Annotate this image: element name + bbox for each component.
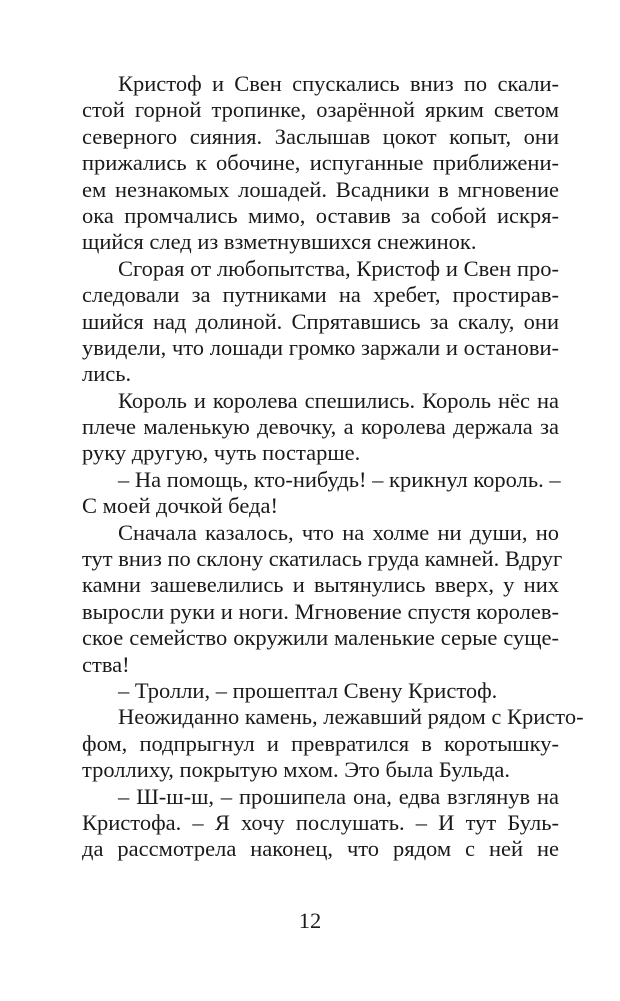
text-line: камни зашевелились и вытянулись вверх, у них: [82, 572, 559, 598]
text-line: плече маленькую девочку, а королева держала за: [82, 414, 559, 440]
text-line: ское семейство окружили маленькие серые суще-: [82, 625, 559, 651]
paragraph: [82, 678, 559, 704]
text-line: Кристоф и Свен спускались вниз по скали-: [118, 71, 559, 96]
text-line: – Ш-ш-ш, – прошипела она, едва взглянув на: [118, 783, 559, 809]
paragraph: [82, 256, 559, 388]
text-line: шийся над долиной. Спрятавшись за скалу, они: [82, 308, 559, 334]
text-line: ем незнакомых лошадей. Всадники в мгновение: [82, 176, 559, 202]
text-line: ока промчались мимо, оставив за собой искря-: [82, 202, 559, 228]
text-line: Неожиданно камень, лежавший рядом с Кристо-: [118, 704, 584, 730]
text-line: ства!: [82, 651, 130, 677]
text-line: троллиху, покрытую мхом. Это была Бульда.: [82, 757, 511, 783]
paragraph: [82, 519, 563, 678]
text-line: – Тролли, – прошептал Свену Кристоф.: [118, 677, 498, 703]
text-line: Король и королева спешились. Король нёс на: [118, 387, 559, 413]
text-line: стой горной тропинке, озарённой ярким светом: [82, 97, 559, 123]
text-line: С моей дочкой беда!: [82, 493, 278, 519]
text-line: руку другую, чуть постарше.: [82, 440, 361, 466]
paragraph: [82, 704, 584, 783]
paragraph: [82, 784, 559, 863]
paragraph: [82, 467, 559, 520]
text-line: прижались к обочине, испуганные приближени-: [82, 150, 559, 176]
paragraph: [82, 388, 559, 467]
text-line: следовали за путниками на хребет, простирав-: [82, 282, 559, 308]
page-number: 12: [298, 908, 322, 933]
book-page-text: [82, 71, 584, 863]
text-line: выросли руки и ноги. Мгновение спустя королев-: [82, 598, 559, 624]
text-line: фом, подпрыгнул и превратился в коротышку-: [82, 730, 559, 756]
paragraph: [82, 71, 559, 256]
text-line: – На помощь, кто-нибудь! – крикнул король. –: [118, 466, 561, 492]
text-line: Сгорая от любопытства, Кристоф и Свен про-: [118, 255, 559, 281]
text-line: да рассмотрела наконец, что рядом с ней не: [82, 836, 559, 862]
text-line: северного сияния. Заслышав цокот копыт, они: [82, 123, 559, 149]
text-line: щийся след из взметнувшихся снежинок.: [82, 229, 477, 255]
text-line: лись.: [82, 361, 132, 387]
text-line: Кристофа. – Я хочу послушать. – И тут Буль-: [82, 809, 559, 835]
text-line: Сначала казалось, что на холме ни души, но: [118, 519, 559, 545]
text-line: увидели, что лошади громко заржали и останови-: [82, 334, 559, 360]
text-line: тут вниз по склону скатилась груда камней. Вдруг: [82, 546, 563, 572]
